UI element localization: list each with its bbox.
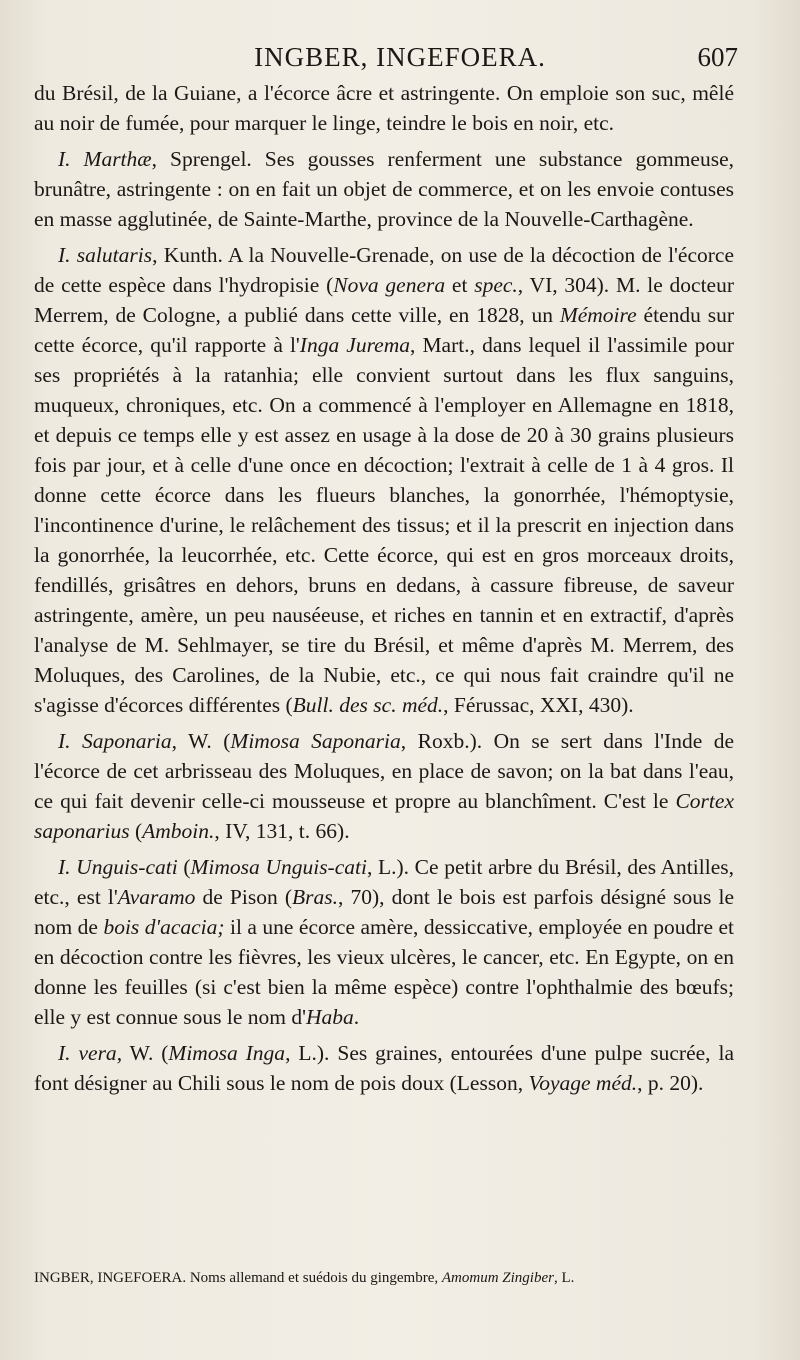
italic-run: spec. [474, 273, 518, 297]
italic-run: Mimosa Inga [168, 1041, 286, 1065]
italic-run: I. Marthæ [58, 147, 152, 171]
text-run: , p. 20). [637, 1071, 704, 1095]
text-run: , VI, 304). M. le docteur Merrem, de Cologne, a publié dans cette ville, en 1828, un [34, 273, 734, 327]
text-run: , Sprengel. Ses gousses renferment une substance gommeuse, brunâtre, astringente : on en fait un objet de commerce, et on les envoie contuses en masse agglutinée, de Sainte-Marthe, province de la Nouvelle-Carthagène. [34, 147, 734, 231]
text-run: , 70), dont le bois est parfois désigné sous le nom de [34, 885, 734, 939]
text-run: étendu sur cette écorce, qu'il rapporte à l' [34, 303, 734, 357]
paragraph-saponaria [34, 726, 734, 846]
italic-run: I. Saponaria [58, 729, 172, 753]
italic-run: Bull. des sc. méd. [292, 693, 444, 717]
italic-run: Cortex saponarius [34, 789, 734, 843]
text-run: , Mart., dans lequel il l'assimile pour ses propriétés à la ratanhia; elle convient surtout dans les flux sanguins, muqueux, chroniques, etc. On a commencé à l'employer en Allemagne en 1818, et depuis ce temps elle y est assez en usage à la dose de 20 à 30 grains plusieurs fois par jour, et à celle d'une once en décoction; l'extrait à celle de 1 à 4 gros. Il donne cette écorce dans les flueurs blanches, la gonorrhée, l'hémoptysie, l'incontinence d'urine, le relâchement des tissus; et il la prescrit en injection dans la gonorrhée, la leucorrhée, etc. Cette écorce, qui est en gros morceaux droits, fendillés, grisâtres en dehors, bruns en dedans, à cassure fibreuse, de saveur astringente, amère, un peu nauséeuse, et riches en tannin et en extractif, d'après l'analyse de M. Sehlmayer, se tire du Brésil, et même d'après M. Merrem, des Moluques, des Carolines, de la Nubie, etc., ce qui nous fait craindre qu'il ne s'agisse d'écorces différentes ( [34, 333, 735, 717]
paragraph-continuation [34, 78, 734, 138]
text-run: ( [177, 855, 191, 879]
footnote [34, 1268, 744, 1288]
paragraph-vera [34, 1038, 734, 1098]
text-run: , Roxb.). On se sert dans l'Inde de l'écorce de cet arbrisseau des Moluques, en place de savon; on la bat dans l'eau, ce qui fait devenir celle-ci mousseuse et propre au blanchîment. C'est le [34, 729, 735, 813]
italic-run: Avaramo [117, 885, 196, 909]
italic-run: I. vera [58, 1041, 117, 1065]
text-run: , W. ( [171, 729, 231, 753]
paragraph-marthae [34, 144, 734, 234]
italic-run: I. salutaris [58, 243, 153, 267]
text-run: , Kunth. A la Nouvelle-Grenade, on use de la décoction de l'écorce de cette espèce dans l'hydropisie ( [34, 243, 735, 297]
page-number: 607 [697, 42, 738, 72]
running-title: INGBER, INGEFOERA. [254, 42, 546, 72]
body-text [34, 78, 734, 1104]
italic-run: Mimosa Saponaria [230, 729, 401, 753]
text-run: ( [129, 819, 143, 843]
text-run: , IV, 131, t. 66). [214, 819, 350, 843]
italic-run: Nova genera [333, 273, 446, 297]
italic-run: bois d'acacia; [103, 915, 225, 939]
italic-run: Mimosa Unguis-cati [190, 855, 367, 879]
text-run: , L. [553, 1270, 575, 1286]
text-run: Noms allemand et suédois du gingembre, [186, 1270, 442, 1286]
text-run: . [353, 1005, 360, 1029]
text-run: du Brésil, de la Guiane, a l'écorce âcre et astringente. On emploie son suc, mêlé au noir de fumée, pour marquer le linge, teindre le bois en noir, etc. [34, 81, 734, 135]
italic-run: Mémoire [559, 303, 637, 327]
paragraph-unguis-cati [34, 852, 734, 1032]
text-run: , W. ( [116, 1041, 169, 1065]
italic-run: Haba [305, 1005, 354, 1029]
text-run: , L.). Ses graines, entourées d'une pulpe sucrée, la font désigner au Chili sous le nom de pois doux (Lesson, [34, 1041, 734, 1095]
smallcaps-run: INGBER, INGEFOERA. [34, 1270, 187, 1286]
text-run: il a une écorce amère, dessiccative, employée en poudre et en décoction contre les fièvres, les vieux ulcères, le cancer, etc. En Egypte, on en donne les feuilles (si c'est bien la même espèce) contre l'ophthalmie des bœufs; elle y est connue sous le nom d' [34, 915, 734, 1029]
italic-run: Bras. [292, 885, 338, 909]
text-run: , L.). Ce petit arbre du Brésil, des Antilles, etc., est l' [34, 855, 734, 909]
italic-run: Inga Jurema [299, 333, 410, 357]
text-run: de Pison ( [195, 885, 292, 909]
running-head [0, 40, 800, 80]
italic-run: Amboin. [142, 819, 215, 843]
text-run: , Férussac, XXI, 430). [443, 693, 634, 717]
italic-run: Voyage méd. [528, 1071, 638, 1095]
text-run: et [445, 273, 475, 297]
italic-run: Amomum Zingiber [441, 1270, 554, 1286]
italic-run: I. Unguis-cati [58, 855, 178, 879]
paragraph-salutaris [34, 240, 734, 720]
